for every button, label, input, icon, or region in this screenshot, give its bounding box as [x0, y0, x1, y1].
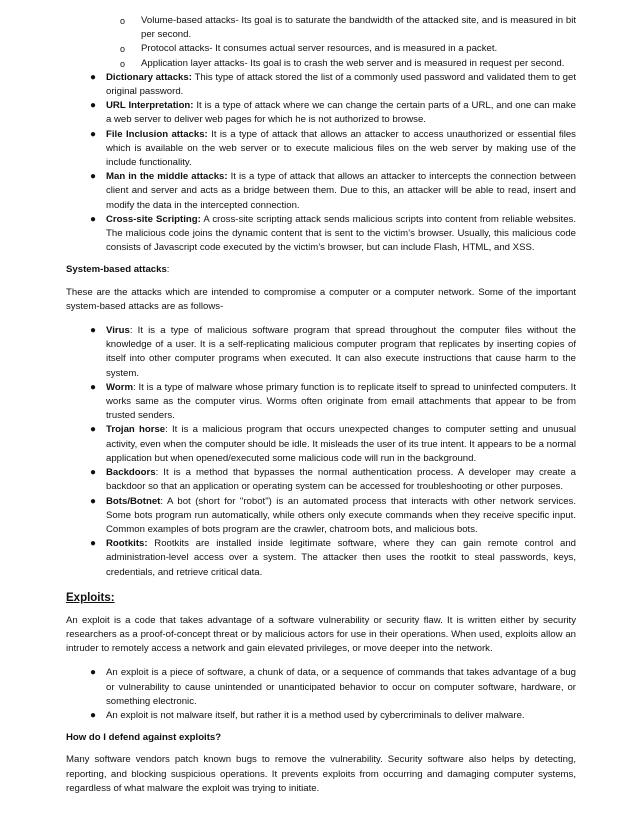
bullet-icon: ●: [90, 381, 97, 393]
list-item: ● Man in the middle attacks: It is a type of attack that allows an attacker to intercepts the connection between client and server and acts as a bridge between them. Due to this, an attacker will be able to read, insert and modify the data in the intercepted connection.: [90, 171, 576, 211]
list-item: ● File Inclusion attacks: It is a type of attack that allows an attacker to access unauthorized or essential files which is available on the web server or to execute malicious files on the web server by making use of the include functionality.: [90, 128, 576, 169]
dos-subtype-list: [66, 14, 576, 71]
exploits-intro: An exploit is a code that takes advantage of a software vulnerability or security flaw. It is written either by security researchers as a proof-of-concept threat or by malicious actors for use in their operations. When used, exploits allow an intruder to remotely access a network and gain elevated privileges, or move deeper into the network.: [66, 614, 576, 655]
circle-bullet-icon: o: [120, 44, 126, 55]
web-attack-list: [66, 71, 576, 256]
bullet-icon: ●: [90, 171, 97, 183]
list-item: ● An exploit is a piece of software, a chunk of data, or a sequence of commands that takes advantage of a bug or vulnerability to cause unintended or unanticipated behavior to occur on computer software, hardware, or something electronic.: [90, 667, 576, 707]
bullet-icon: ●: [90, 213, 97, 225]
list-item: ● Backdoors: It is a method that bypasses the normal authentication process. A developer may create a backdoor so that an application or operating system can be accessed for troubleshooting or other purposes.: [90, 467, 576, 493]
list-item: o Volume-based attacks- Its goal is to saturate the bandwidth of the attacked site, and is measured in bit per second.: [120, 15, 576, 41]
list-item: ● URL Interpretation: It is a type of attack where we can change the certain parts of a URL, and one can make a web server to deliver web pages for which he is not authorized to browse.: [90, 100, 576, 126]
exploit-point-list: [66, 666, 576, 723]
bullet-icon: ●: [90, 709, 97, 721]
list-item: ● Worm: It is a type of malware whose primary function is to replicate itself to spread to uninfected computers. It works same as the computer virus. Worms often originate from email attachments that appear to be from trusted senders.: [90, 381, 576, 422]
circle-bullet-icon: o: [120, 16, 126, 26]
bullet-icon: ●: [90, 128, 97, 140]
bullet-icon: ●: [90, 467, 97, 479]
list-item: ● Bots/Botnet: A bot (short for "robot") is an automated process that interacts with other network services. Some bots program run automatically, while others only execute commands when they receive specific input. Common examples of bots program are the crawler, chatroom bots, and malicious bots.: [90, 495, 576, 535]
bullet-icon: ●: [90, 424, 97, 436]
bullet-icon: ●: [90, 325, 97, 337]
list-item: ● An exploit is not malware itself, but rather it is a method used by cybercriminals to deliver malware.: [66, 709, 576, 723]
bullet-icon: ●: [90, 495, 97, 507]
list-item: ● Rootkits: Rootkits are installed inside legitimate software, where they can gain remote control and administration-level access over a system. The attacker then uses the rootkit to steal passwords, keys, credentials, and retrieve critical data.: [90, 538, 576, 578]
list-item: ● Trojan horse: It is a malicious program that occurs unexpected changes to computer setting and unusual activity, even when the computer should be idle. It misleads the user of its true intent. It appears to be a normal application but when opened/executed some malicious code will run in the background.: [90, 424, 577, 464]
system-attacks-heading: System-based attacks:: [66, 264, 170, 276]
list-item: o Application layer attacks- Its goal is to crash the web server and is measured in request per second.: [66, 57, 576, 71]
bullet-icon: ●: [90, 538, 97, 550]
defend-heading: How do I defend against exploits?: [66, 732, 222, 744]
system-attack-list: [66, 324, 576, 580]
list-item: o Protocol attacks- It consumes actual server resources, and is measured in a packet.: [66, 42, 576, 56]
system-attacks-intro: These are the attacks which are intended to compromise a computer or a computer network. Some of the important system-based attacks are as follows-: [66, 286, 576, 312]
bullet-icon: ●: [90, 100, 97, 112]
list-item: ● Virus: It is a type of malicious software program that spread throughout the computer files without the knowledge of a user. It is a self-replicating malicious computer program that replicates by inserting copies of itself into other computer programs when executed. It can also execute instructions that cause harm to the system.: [90, 325, 576, 379]
list-item: ● Cross-site Scripting: A cross-site scripting attack sends malicious scripts into content from reliable websites. The malicious code joins the dynamic content that is sent to the victim’s browser. Usually, this malicious code consists of Javascript code executed by the victim’s browser, but can include Flash, HTML, and XSS.: [90, 213, 577, 254]
defend-text: Many software vendors patch known bugs to remove the vulnerability. Security software also helps by detecting, reporting, and blocking suspicious operations. It prevents exploits from occurring and damaging computer systems, regardless of what malware the exploit was trying to initiate.: [66, 754, 576, 794]
exploits-heading: Exploits:: [66, 591, 115, 604]
bullet-icon: ●: [90, 667, 97, 679]
list-item: ● Dictionary attacks: This type of attack stored the list of a commonly used password and validated them to get original password.: [90, 71, 577, 98]
circle-bullet-icon: o: [120, 58, 126, 69]
bullet-icon: ●: [90, 71, 97, 83]
